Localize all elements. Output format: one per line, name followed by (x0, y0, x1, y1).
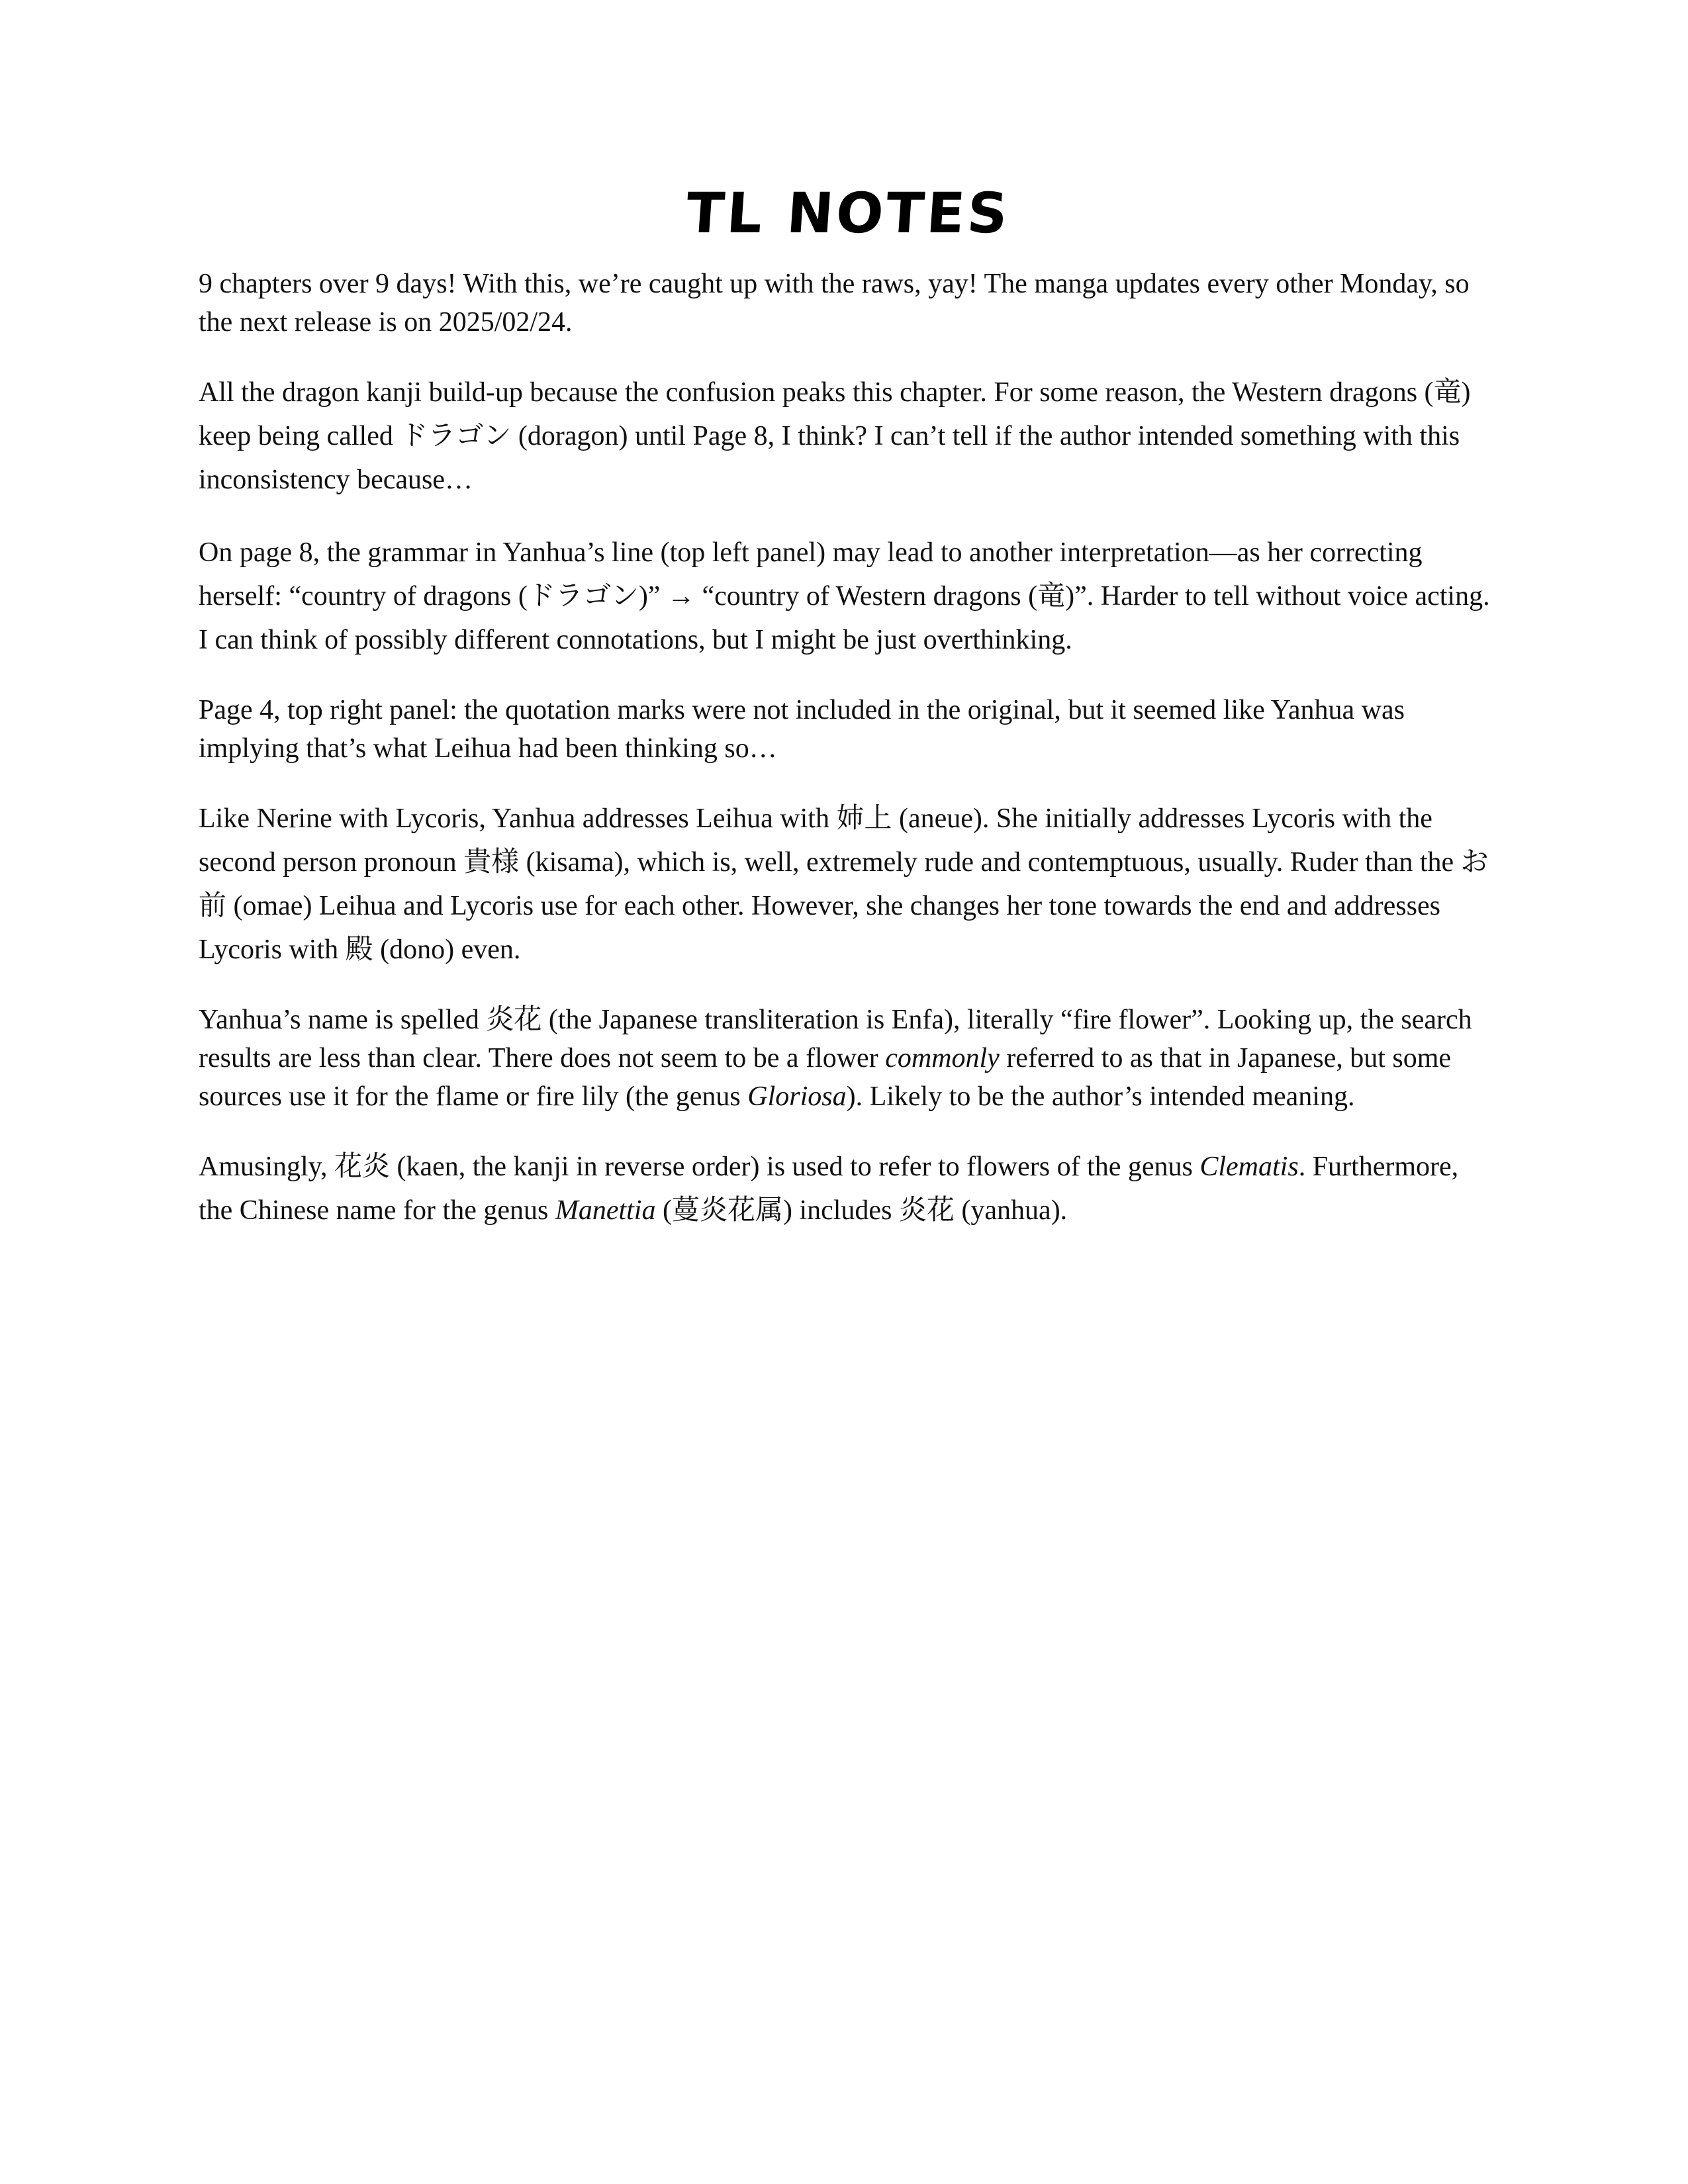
note-text: (蔓炎花属) includes 炎花 (yanhua). (655, 1195, 1068, 1226)
note-text: Page 4, top right panel: the quotation marks were not included in the original, but it seemed like Yanhua was implying that’s what Leihua had been thinking so… (199, 695, 1405, 764)
note-paragraph-1 (199, 265, 1496, 341)
note-text-italic: Manettia (555, 1195, 656, 1226)
note-text-italic: commonly (885, 1043, 1000, 1073)
note-text: . Furthermore, the Chinese name for the genus (199, 1152, 1459, 1226)
note-text: Amusingly, 花炎 (kaen, the kanji in reverse order) is used to refer to flowers of the genus (199, 1152, 1200, 1182)
note-text: All the dragon kanji build-up because the confusion peaks this chapter. For some reason, the Western dragons (竜) keep being called ドラゴン (doragon) until Page 8, I think? I can’t tell if the author intended something with this inconsistency because… (199, 377, 1471, 495)
note-paragraph-6 (199, 1001, 1496, 1116)
note-text-italic: Gloriosa (747, 1081, 847, 1112)
note-paragraph-3 (199, 531, 1496, 662)
document-page (199, 181, 1496, 1261)
note-paragraph-7 (199, 1145, 1496, 1232)
note-paragraph-4 (199, 691, 1496, 768)
note-text: On page 8, the grammar in Yanhua’s line (top left panel) may lead to another interpretation—as her correcting herself: “country of dragons (ドラゴン)” → “country of Western dragons (竜)”. Harder to tell without voice acting. I can think of possibly different connotations, but I might be just overthinking. (199, 537, 1490, 655)
note-text: ). Likely to be the author’s intended meaning. (846, 1081, 1355, 1112)
note-text: Like Nerine with Lycoris, Yanhua addresses Leihua with 姉上 (aneue). She initially addresses Lycoris with the second person pronoun 貴様 (kisama), which is, well, extremely rude and contemptuous, usually. Ruder than the お前 (omae) Leihua and Lycoris use for each other. However, she changes her tone towards the end and addresses Lycoris with 殿 (dono) even. (199, 803, 1489, 965)
note-paragraph-5 (199, 797, 1496, 972)
note-text: Yanhua’s name is spelled 炎花 (the Japanese transliteration is Enfa), literally “fire flower”. Looking up, the search results are less than clear. There does not seem to be a flower (199, 1005, 1472, 1073)
note-paragraph-2 (199, 371, 1496, 502)
note-text: 9 chapters over 9 days! With this, we’re caught up with the raws, yay! The manga updates every other Monday, so the next release is on 2025/02/24. (199, 269, 1470, 338)
page-title: TL NOTES (684, 181, 1013, 246)
note-text: referred to as that in Japanese, but some sources use it for the flame or fire lily (the genus (199, 1043, 1452, 1112)
note-text-italic: Clematis (1199, 1152, 1299, 1182)
